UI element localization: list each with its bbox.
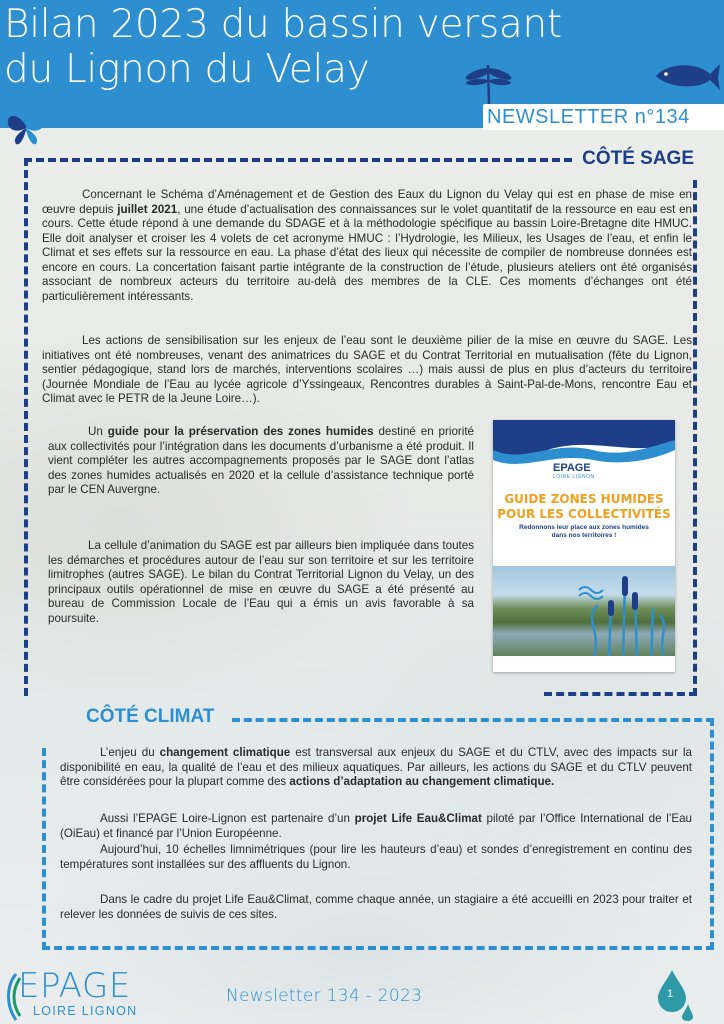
guide-epage-logo: EPAGE LOIRE LIGNON <box>553 462 595 480</box>
newsletter-number-tag: NEWSLETTER n°134 <box>483 104 724 130</box>
divider <box>42 946 714 950</box>
sage-paragraph-3: Un guide pour la préservation des zones humides destiné en priorité aux collectivités pour l’intégration dans les documents d’urbanisme a été produit. Il vient compléter les autres accompagnements proposés par le SAGE dont l’atlas des zones humides actualisés en 2020 et la cellule d’assistance technique porté par le CEN Auvergne. <box>48 425 474 496</box>
footer-logo-subtitle: LOIRE LIGNON <box>33 1004 138 1018</box>
sage-paragraph-4: La cellule d’animation du SAGE est par ailleurs bien impliquée dans toutes les démarches et procédures autour de l’eau sur son territoire et sur les territoire limitrophes (autres SAGE). Le bilan du Contrat Territorial Lignon du Velay, un des principaux outils opérationnel de mise en œuvre du SAGE a été présenté au bureau de Commission Locale de l’Eau qui a émis un avis favorable à sa poursuite. <box>48 539 474 625</box>
divider <box>544 692 697 696</box>
climat-paragraph-3: Aujourd’hui, 10 échelles limnimétriques (pour lire les hauteurs d’eau) et sondes d’enregistrement en continu des températures sont installées sur des affluents du Lignon. <box>60 843 692 871</box>
footer-logo: EPAGE <box>18 966 131 1006</box>
divider <box>710 718 714 950</box>
fish-icon <box>652 58 722 94</box>
climat-paragraph-1: L’enjeu du changement climatique est transversal aux enjeux du SAGE et du CTLV, avec des impacts sur la disponibilité en eau, la qualité de l’eau et des milieux aquatiques. Par ailleurs, les actions du SAGE et du CTLV peuvent être considérées pour la plupart comme des actions d’adaptation au changement climatique. <box>60 746 693 788</box>
guide-title: GUIDE ZONES HUMIDES POUR LES COLLECTIVITÉS <box>497 492 671 521</box>
climat-paragraph-4: Dans le cadre du projet Life Eau&Climat, comme chaque année, un stagiaire a été accueilli en 2023 pour traiter et relever les données de suivis de ces sites. <box>60 893 692 921</box>
butterfly-icon <box>4 112 48 146</box>
divider <box>693 180 697 696</box>
guide-subtitle: Redonnons leur place aux zones humides dans nos territoires ! <box>519 524 649 539</box>
divider <box>42 748 46 950</box>
climat-paragraph-2: Aussi l’EPAGE Loire-Lignon est partenaire d’un projet Life Eau&Climat piloté par l’Office International de l’Eau (OiEau) et financé par l’Union Européenne. <box>60 812 693 840</box>
guide-zones-humides-cover <box>493 420 675 672</box>
footer-newsletter-label: Newsletter 134 - 2023 <box>226 986 423 1006</box>
divider <box>232 718 714 722</box>
section-title-climat: CÔTÉ CLIMAT <box>86 706 215 727</box>
page-title: Bilan 2023 du bassin versant du Lignon du Velay <box>4 2 562 92</box>
reed-plants-icon <box>573 570 673 660</box>
sage-paragraph-2: Les actions de sensibilisation sur les enjeux de l’eau sont le deuxième pilier de la mise en œuvre du SAGE. Les initiatives ont été nombreuses, venant des animatrices du SAGE et du Contrat Territorial en mutualisation (fête du Lignon, sentier pédagogique, stand lors de marchés, interventions scolaires …) mais aussi de plus en plus d’acteurs du territoire (Journée Mondiale de l’Eau au lycée agricole d’Yssingeaux, Rencontres durables à Saint-Pal-de-Mons, rencontre Eau et Climat avec le PETR de la Jeune Loire…). <box>42 334 692 405</box>
page-number: 1 <box>666 988 674 1000</box>
dragonfly-icon <box>462 62 514 106</box>
section-title-sage: CÔTÉ SAGE <box>582 148 694 169</box>
divider <box>24 158 572 162</box>
divider <box>24 158 28 696</box>
guide-footer-band <box>493 656 675 672</box>
header-banner <box>0 0 724 128</box>
sage-paragraph-1: Concernant le Schéma d’Aménagement et de Gestion des Eaux du Lignon du Velay qui est en phase de mise en œuvre depuis juillet 2021, une étude d’actualisation des connaissances sur le volet quantitatif de la ressource en eau est en cours. Cette étude répond à une demande du SDAGE et à la méthodologie spécifique au bassin Loire-Bretagne dite HMUC. Elle doit analyser et croiser les 4 volets de cet acronyme HMUC : l’Hydrologie, les Milieux, les Usages de l’eau, et enfin le Climat et ses effets sur la ressource en eau. La phase d’état des lieux qui nécessite de compiler de nombreuse données est encore en cours. La concertation faisant partie intégrante de la construction de l’étude, plusieurs ateliers ont été organisés associant de nombreux acteurs du territoire au-delà des membres de la CLE. Ces moments d’échanges ont été particulièrement intéressants. <box>42 188 692 303</box>
